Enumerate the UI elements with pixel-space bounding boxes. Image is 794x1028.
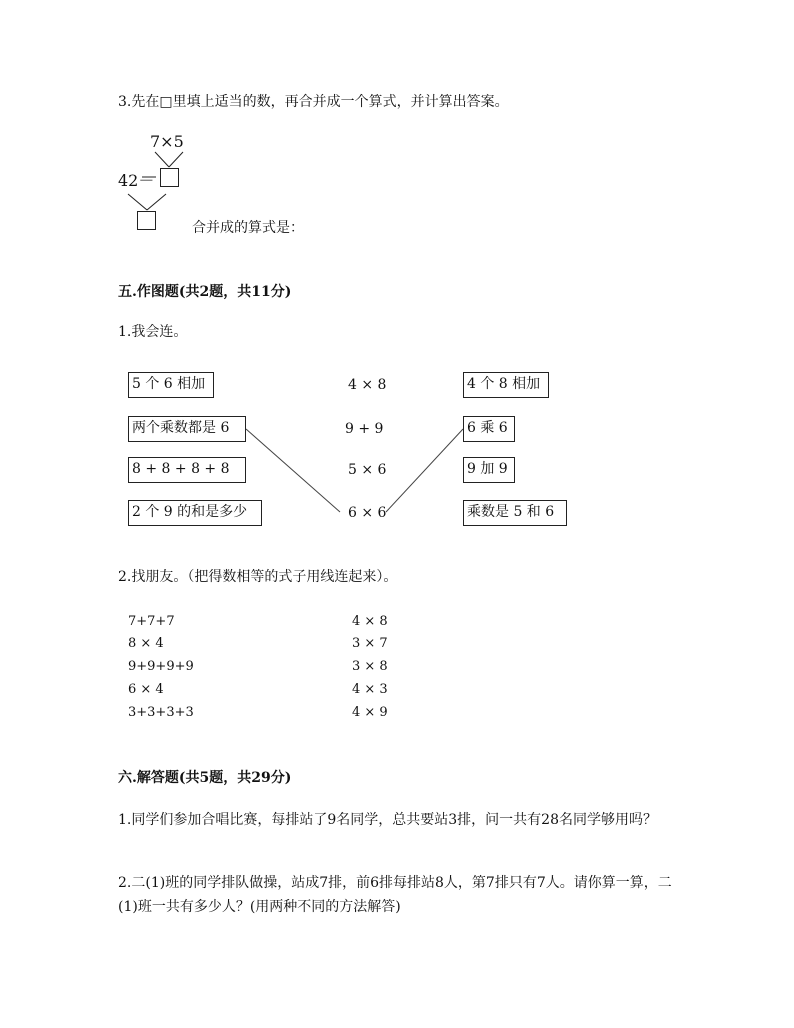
friend-left-5[interactable]: 3+3+3+3 <box>128 705 194 720</box>
friend-left-3[interactable]: 9+9+9+9 <box>128 659 194 674</box>
right-box-4[interactable]: 乘数是 5 和 6 <box>463 500 567 526</box>
friend-right-5[interactable]: 4 × 9 <box>352 705 388 720</box>
left-box-1[interactable]: 5 个 6 相加 <box>128 372 214 398</box>
left-box-4[interactable]: 2 个 9 的和是多少 <box>128 500 262 526</box>
friend-right-2[interactable]: 3 × 7 <box>352 636 388 651</box>
s6-q1-text: 1.同学们参加合唱比赛，每排站了9名同学，总共要站3排，问一共有28名同学够用吗？ <box>118 812 657 828</box>
right-box-3[interactable]: 9 加 9 <box>463 457 515 483</box>
match-line-left <box>246 429 340 512</box>
friend-right-1[interactable]: 4 × 8 <box>352 614 388 629</box>
q3-tree-line-2 <box>169 152 183 167</box>
match-line-right <box>386 429 463 512</box>
middle-expr-2[interactable]: 9 + 9 <box>345 421 384 437</box>
friend-left-1[interactable]: 7+7+7 <box>128 614 175 629</box>
section6-title: 六.解答题(共5题，共29分) <box>118 770 292 786</box>
q3-tree-line-1 <box>155 152 169 167</box>
s5-q1-text: 1.我会连。 <box>118 324 188 340</box>
q3-text: 3.先在□里填上适当的数，再合并成一个算式，并计算出答案。 <box>118 94 509 110</box>
q3-left-expression: 42－ <box>118 171 155 190</box>
q3-tree-line-4 <box>147 194 166 210</box>
friend-left-2[interactable]: 8 × 4 <box>128 636 164 651</box>
q3-tree-line-3 <box>128 194 147 210</box>
section5-title: 五.作图题(共2题，共11分) <box>118 284 292 300</box>
middle-expr-1[interactable]: 4 × 8 <box>348 377 387 393</box>
right-box-1[interactable]: 4 个 8 相加 <box>463 372 549 398</box>
left-box-2[interactable]: 两个乘数都是 6 <box>128 416 246 442</box>
middle-expr-4[interactable]: 6 × 6 <box>348 505 387 521</box>
q3-top-expression: 7×5 <box>150 132 184 151</box>
left-box-3[interactable]: 8 + 8 + 8 + 8 <box>128 457 246 483</box>
q3-combined-label: 合并成的算式是： <box>192 220 304 236</box>
middle-expr-3[interactable]: 5 × 6 <box>348 462 387 478</box>
right-box-2[interactable]: 6 乘 6 <box>463 416 515 442</box>
friend-right-4[interactable]: 4 × 3 <box>352 682 388 697</box>
friend-left-4[interactable]: 6 × 4 <box>128 682 164 697</box>
s6-q2-text: 2.二(1)班的同学排队做操，站成7排，前6排每排站8人，第7排只有7人。请你算一算，二(1)班一共有多少人？(用两种不同的方法解答) <box>118 875 672 915</box>
friend-right-3[interactable]: 3 × 8 <box>352 659 388 674</box>
s5-q2-text: 2.找朋友。（把得数相等的式子用线连起来）。 <box>118 569 398 585</box>
